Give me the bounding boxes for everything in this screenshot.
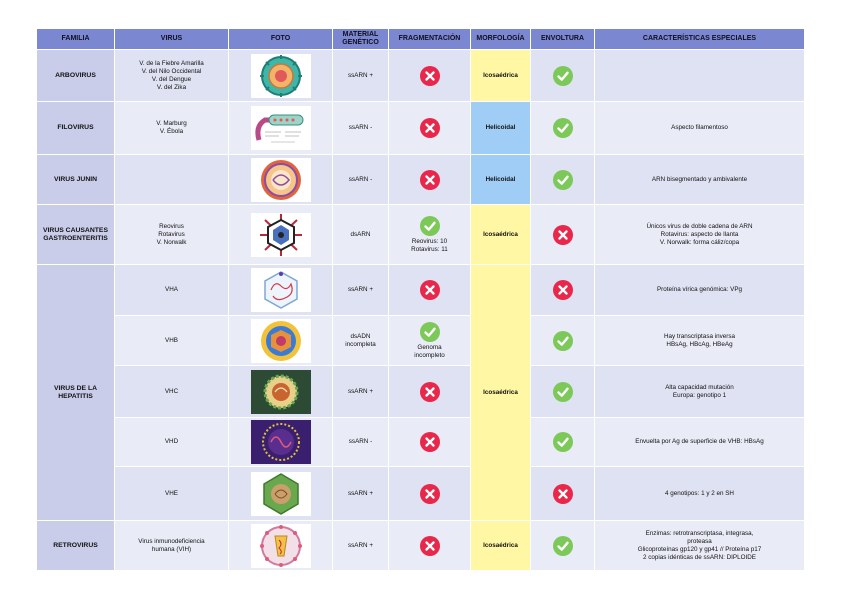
envoltura-cell	[531, 102, 595, 155]
material-cell: dsARN	[333, 205, 389, 265]
envoltura-cell	[531, 155, 595, 205]
familia-cell: FILOVIRUS	[37, 102, 115, 155]
envoltura-cell	[531, 205, 595, 265]
virus-table	[36, 28, 805, 571]
virus-cell: VHB	[115, 316, 229, 366]
caracteristicas-cell: Proteína vírica genómica: VPg	[595, 265, 805, 316]
material-cell: ssARN +	[333, 366, 389, 418]
vhe-image	[251, 472, 311, 516]
virus-name: V. de la Fiebre Amarilla	[139, 59, 204, 67]
header-material: MATERIAL GENÉTICO	[333, 29, 389, 50]
envoltura-cell	[531, 366, 595, 418]
header-morfologia: MORFOLOGÍA	[471, 29, 531, 50]
caracteristicas-cell: 4 genotipos: 1 y 2 en SH	[595, 467, 805, 521]
cross-icon	[553, 225, 573, 245]
virus-cell: VHE	[115, 467, 229, 521]
table-row	[37, 265, 805, 316]
check-icon	[553, 536, 573, 556]
table-row	[37, 50, 805, 102]
material-cell: ssARN -	[333, 418, 389, 467]
photo-cell	[229, 316, 333, 366]
table-row	[37, 316, 805, 366]
material-cell: ssARN +	[333, 521, 389, 571]
morfologia-cell: Icosaédrica	[471, 265, 531, 521]
fragmentacion-cell	[389, 366, 471, 418]
virus-name: V. del Dengue	[151, 75, 192, 83]
fragmentacion-cell	[389, 316, 471, 366]
fragmentacion-cell	[389, 521, 471, 571]
caracteristicas-cell	[595, 316, 805, 366]
vha-image	[251, 268, 311, 312]
material-cell: ssARN +	[333, 50, 389, 102]
check-icon	[553, 382, 573, 402]
header-row	[37, 29, 805, 50]
cross-icon	[420, 66, 440, 86]
fragmentacion-cell	[389, 265, 471, 316]
photo-cell	[229, 467, 333, 521]
material-cell	[333, 316, 389, 366]
header-fragmentacion: FRAGMENTACIÓN	[389, 29, 471, 50]
photo-cell	[229, 102, 333, 155]
virus-cell: VHD	[115, 418, 229, 467]
material-cell: ssARN -	[333, 102, 389, 155]
cross-icon	[420, 484, 440, 504]
photo-cell	[229, 418, 333, 467]
photo-cell	[229, 366, 333, 418]
familia-cell: VIRUS CAUSANTES GASTROENTERITIS	[37, 205, 115, 265]
vhc-image	[251, 370, 311, 414]
fragmentacion-cell	[389, 467, 471, 521]
morfologia-cell: Helicoidal	[471, 102, 531, 155]
virus-name: Rotavirus	[158, 230, 185, 238]
caracteristicas-cell	[595, 205, 805, 265]
check-icon	[553, 331, 573, 351]
morfologia-cell: Icosaédrica	[471, 205, 531, 265]
caracteristicas-cell	[595, 50, 805, 102]
table-row	[37, 418, 805, 467]
feature-text: 2 copias idénticas de ssARN: DIPLOIDE	[642, 553, 757, 561]
virus-cell	[115, 50, 229, 102]
cross-icon	[420, 382, 440, 402]
familia-cell: RETROVIRUS	[37, 521, 115, 571]
fragmentacion-cell	[389, 50, 471, 102]
fragmentacion-cell	[389, 102, 471, 155]
envoltura-cell	[531, 316, 595, 366]
fragment-text: Genoma	[417, 343, 442, 351]
photo-cell	[229, 521, 333, 571]
envoltura-cell	[531, 521, 595, 571]
caracteristicas-cell: Aspecto filamentoso	[595, 102, 805, 155]
virus-cell	[115, 205, 229, 265]
header-familia: FAMILIA	[37, 29, 115, 50]
morfologia-cell: Icosaédrica	[471, 50, 531, 102]
fragmentacion-cell	[389, 205, 471, 265]
rotavirus-image	[251, 213, 311, 257]
header-virus: VIRUS	[115, 29, 229, 50]
caracteristicas-cell	[595, 366, 805, 418]
header-envoltura: ENVOLTURA	[531, 29, 595, 50]
feature-text: proteasa	[687, 537, 712, 545]
caracteristicas-cell: ARN bisegmentado y ambivalente	[595, 155, 805, 205]
vhb-image	[251, 319, 311, 363]
cross-icon	[553, 484, 573, 504]
header-caracteristicas: CARACTERÍSTICAS ESPECIALES	[595, 29, 805, 50]
caracteristicas-cell	[595, 521, 805, 571]
check-icon	[553, 118, 573, 138]
feature-text: Únicos virus de doble cadena de ARN	[646, 222, 753, 230]
check-icon	[553, 66, 573, 86]
virus-cell: VHA	[115, 265, 229, 316]
virus-name: Reovirus	[159, 222, 184, 230]
cross-icon	[420, 170, 440, 190]
familia-cell: ARBOVIRUS	[37, 50, 115, 102]
check-icon	[420, 216, 440, 236]
fragmentacion-cell	[389, 418, 471, 467]
photo-cell	[229, 50, 333, 102]
feature-text: Rotavirus: aspecto de llanta	[660, 230, 739, 238]
virus-name: V. del Nilo Occidental	[141, 67, 202, 75]
table-row	[37, 155, 805, 205]
photo-cell	[229, 265, 333, 316]
table-row	[37, 366, 805, 418]
virus-cell	[115, 155, 229, 205]
familia-cell: VIRUS DE LA HEPATITIS	[37, 265, 115, 521]
cross-icon	[553, 280, 573, 300]
cross-icon	[420, 536, 440, 556]
fragment-text: incompleto	[414, 351, 445, 359]
familia-cell: VIRUS JUNIN	[37, 155, 115, 205]
check-icon	[420, 322, 440, 342]
fragment-text: Reovirus: 10	[411, 237, 448, 245]
feature-text: V. Norwalk: forma cáliz/copa	[659, 238, 740, 246]
cross-icon	[420, 280, 440, 300]
virus-name: V. del Zika	[156, 83, 187, 91]
hiv-image	[251, 524, 311, 568]
photo-cell	[229, 155, 333, 205]
envoltura-cell	[531, 418, 595, 467]
material-text: dsADN	[350, 332, 371, 340]
virus-cell	[115, 102, 229, 155]
material-text: incompleta	[345, 340, 376, 348]
arbovirus-image	[251, 54, 311, 98]
table-row	[37, 205, 805, 265]
feature-text: HBsAg, HBcAg, HBeAg	[666, 340, 733, 348]
virus-name: V. Ébola	[159, 128, 184, 135]
fragmentacion-cell	[389, 155, 471, 205]
virus-cell	[115, 521, 229, 571]
envoltura-cell	[531, 467, 595, 521]
check-icon	[553, 432, 573, 452]
feature-text: Hay transcriptasa inversa	[663, 332, 736, 340]
table-row	[37, 102, 805, 155]
photo-cell	[229, 205, 333, 265]
filovirus-image	[251, 106, 311, 150]
feature-text: Enzimas: retrotranscriptasa, integrasa,	[645, 529, 754, 537]
virus-name: humana (VIH)	[151, 545, 192, 553]
feature-text: Glicoproteínas gp120 y gp41 // Proteína p17	[637, 545, 762, 553]
morfologia-cell: Icosaédrica	[471, 521, 531, 571]
check-icon	[553, 170, 573, 190]
fragment-text: Rotavirus: 11	[411, 245, 448, 253]
feature-text: Alta capacidad mutación	[665, 383, 734, 391]
table-row	[37, 467, 805, 521]
virus-name: V. Marburg	[156, 120, 187, 127]
envoltura-cell	[531, 265, 595, 316]
material-cell: ssARN -	[333, 155, 389, 205]
material-cell: ssARN +	[333, 265, 389, 316]
feature-text: Europa: genotipo 1	[672, 391, 727, 399]
vhd-image	[251, 420, 311, 464]
header-foto: FOTO	[229, 29, 333, 50]
table-row	[37, 521, 805, 571]
virus-name: V. Norwalk	[156, 238, 187, 246]
envoltura-cell	[531, 50, 595, 102]
cross-icon	[420, 432, 440, 452]
material-cell: ssARN +	[333, 467, 389, 521]
virus-name: Virus inmunodeficiencia	[138, 537, 205, 545]
caracteristicas-cell: Envuelta por Ag de superficie de VHB: HBsAg	[595, 418, 805, 467]
virus-cell: VHC	[115, 366, 229, 418]
morfologia-cell: Helicoidal	[471, 155, 531, 205]
cross-icon	[420, 118, 440, 138]
junin-virus-image	[251, 158, 311, 202]
